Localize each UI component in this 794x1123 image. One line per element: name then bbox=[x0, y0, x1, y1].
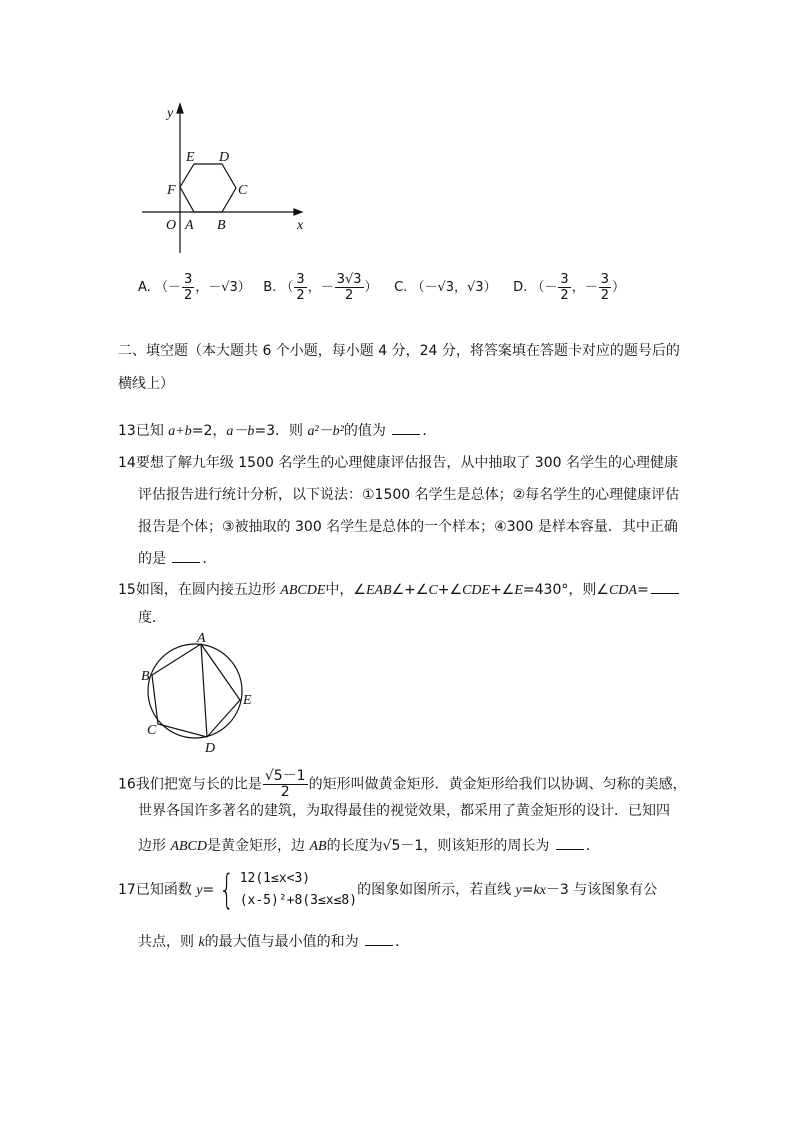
label-A: A bbox=[185, 218, 194, 233]
text: k bbox=[198, 935, 205, 950]
text: ． bbox=[395, 934, 410, 950]
text: 世界各国许多著名的建筑，为取得最佳的视觉效果，都采用了黄金矩形的设计．已知四 bbox=[138, 803, 670, 819]
label-D: D bbox=[205, 741, 216, 755]
text: 2 bbox=[560, 288, 569, 303]
text: AB bbox=[309, 839, 327, 854]
text: ） bbox=[612, 280, 626, 295]
text: a+b bbox=[168, 424, 192, 439]
text: 16 bbox=[118, 776, 136, 793]
text: y bbox=[196, 883, 203, 898]
text: E bbox=[514, 583, 523, 598]
text: ． bbox=[422, 423, 437, 439]
text: ABCDE bbox=[280, 583, 326, 598]
section-2-heading-cont: 横线上） bbox=[118, 376, 174, 392]
label-E: E bbox=[186, 150, 195, 165]
label-C: C bbox=[238, 183, 248, 198]
hexagon-coordinate-figure bbox=[0, 0, 794, 270]
text: 14 bbox=[118, 455, 136, 471]
option-b bbox=[263, 272, 378, 303]
text: = bbox=[636, 582, 649, 598]
text: 共点，则 bbox=[138, 934, 199, 950]
text: 2 bbox=[183, 288, 193, 303]
label-B: B bbox=[141, 669, 150, 684]
label-E: E bbox=[243, 693, 252, 708]
text: 已知函数 bbox=[135, 882, 197, 898]
text: 的长度为√5－1，则该矩形的周长为 bbox=[326, 838, 554, 854]
text: √5－1 bbox=[264, 768, 306, 784]
label-C: C bbox=[147, 723, 157, 738]
text: －3 与该图象有公 bbox=[545, 882, 658, 898]
text: 度． bbox=[138, 610, 166, 626]
label-D: D bbox=[219, 150, 230, 165]
text: = bbox=[521, 882, 534, 898]
label-F: F bbox=[167, 183, 176, 198]
text: CDA bbox=[608, 583, 637, 598]
text: 已知 bbox=[135, 423, 169, 439]
text: ） bbox=[364, 280, 378, 295]
text: EAB bbox=[365, 583, 392, 598]
text: 要想了解九年级 1500 名学生的心理健康评估报告，从中抽取了 300 名学生的心理健康 bbox=[135, 455, 678, 471]
text: CDE bbox=[462, 583, 491, 598]
text: 13 bbox=[118, 423, 136, 439]
text: y bbox=[515, 883, 522, 898]
text: （－√3，√3） bbox=[411, 280, 497, 295]
text: 2 bbox=[600, 288, 609, 303]
text: ，－ bbox=[307, 280, 334, 295]
text: 如图，在圆内接五边形 bbox=[135, 582, 281, 598]
text: 3√3 bbox=[336, 272, 362, 287]
text: =2， bbox=[191, 423, 227, 439]
text: 是黄金矩形，边 bbox=[207, 838, 310, 854]
text: +∠ bbox=[490, 582, 515, 598]
text: kx bbox=[533, 883, 546, 898]
text: 的值为 bbox=[343, 423, 391, 439]
text: 的图象如图所示，若直线 bbox=[357, 882, 516, 898]
question-13 bbox=[118, 421, 436, 442]
text: ，－ bbox=[571, 280, 598, 295]
text: a－b bbox=[226, 424, 255, 439]
option-a bbox=[138, 272, 251, 303]
label-x: x bbox=[297, 218, 304, 233]
label-O: O bbox=[166, 218, 177, 233]
text: B. bbox=[263, 280, 277, 295]
text: ． bbox=[202, 551, 217, 567]
text: =430°，则∠ bbox=[522, 582, 609, 598]
label-B: B bbox=[217, 218, 226, 233]
text: 的矩形叫做黄金矩形．黄金矩形给我们以协调、匀称的美感， bbox=[308, 776, 687, 793]
option-d bbox=[513, 272, 626, 303]
text: ABCD bbox=[170, 839, 208, 854]
text: 3 bbox=[560, 272, 569, 287]
text: 的是 bbox=[138, 551, 171, 567]
text: （－ bbox=[154, 280, 181, 295]
text: +∠ bbox=[437, 582, 463, 598]
text: 2 bbox=[296, 288, 305, 303]
text: a²－b² bbox=[307, 424, 344, 439]
text: 评估报告进行统计分析，以下说法：①1500 名学生是总体；②每名学生的心理健康评估 bbox=[138, 487, 680, 503]
option-c bbox=[394, 280, 496, 295]
text: 3 bbox=[183, 272, 193, 287]
text: 的最大值与最小值的和为 bbox=[204, 934, 364, 950]
text: C. bbox=[394, 280, 408, 295]
label-A: A bbox=[197, 631, 206, 646]
text: C bbox=[428, 583, 438, 598]
text: 我们把宽与长的比是 bbox=[135, 776, 262, 793]
text: 12(1≤x<3) bbox=[239, 871, 311, 886]
text: （－ bbox=[531, 280, 558, 295]
inscribed-pentagon-figure bbox=[130, 630, 270, 755]
text: 2 bbox=[280, 784, 290, 800]
text: 15 bbox=[118, 582, 136, 598]
text: ∠+∠ bbox=[391, 582, 429, 598]
text: 中，∠ bbox=[325, 582, 366, 598]
text: 17 bbox=[118, 882, 136, 898]
text: 3 bbox=[600, 272, 609, 287]
text: 2 bbox=[344, 288, 354, 303]
text: （ bbox=[280, 280, 294, 295]
text: 3 bbox=[296, 272, 305, 287]
q12-options bbox=[138, 272, 625, 303]
text: =3．则 bbox=[254, 423, 308, 439]
text: A. bbox=[138, 280, 151, 295]
section-2-heading: 二、填空题（本大题共 6 个小题，每小题 4 分，24 分，将答案填在答题卡对应的题号后的 bbox=[118, 343, 680, 359]
exam-page: y x O A B C D E F A. （－ $\frac{3}{2}$ ，－√3） B. （ $\frac{3}{2}$ ，－ $\frac{3√3}{2}$ ） C. （－√3，√3） D. （－ $\frac{3}{2}$ ，－ $\frac{3}{2}$ ） 二、填空题（本大题共 6 个小题，每小题 4 分，24 分，将答案填在答题卡对应的题号后的 横线上） 13已知 a+b=2，a－b=3．则 a²－b²的值为 ． 14要想了解九年级 1500 名学生的心理健康评估报告，从中抽取了 300 名学生的心理健康 评估报告进行统计分析，以下说法：①1500 名学生是总体；②每名学生的心理健康评估 报告是个体；③被抽取的 300 名学生是总体的一个样本；④300 是样本容量．其中正确 的是 ． 15如图，在圆内接五边形 ABCDE中，∠EAB∠+∠C+∠CDE+∠E=430°，则∠CDA= 度． A B C D E 16我们把宽与长的比是 $\frac{√5-1}{2}$ 的矩形叫做黄金矩形．黄金矩形给我们以协调、匀称的美感， 世界各国许多著名的建筑，为取得最佳的视觉效果，都采用了黄金矩形的设计．已知四 边形 ABCD是黄金矩形，边 AB的长度为√5－1，则该矩形的周长为 ． 17已知函数 y= { 12(1≤x<3) (x-5)²+8(3≤x≤8) 的图象如图所示，若直线 y=kx－3 与该图象有公 共点，则 k的最大值与最小值的和为 ． bbox=[0, 0, 794, 1123]
text: (x-5)²+8(3≤x≤8) bbox=[239, 893, 358, 908]
text: ，－√3） bbox=[195, 280, 251, 295]
text: D. bbox=[513, 280, 528, 295]
text: = bbox=[202, 882, 215, 898]
text: ． bbox=[585, 838, 600, 854]
text: 报告是个体；③被抽取的 300 名学生是总体的一个样本；④300 是样本容量．其中正确 bbox=[138, 519, 678, 535]
label-y: y bbox=[167, 106, 174, 121]
hexagon bbox=[180, 164, 236, 212]
text: 边形 bbox=[138, 838, 171, 854]
